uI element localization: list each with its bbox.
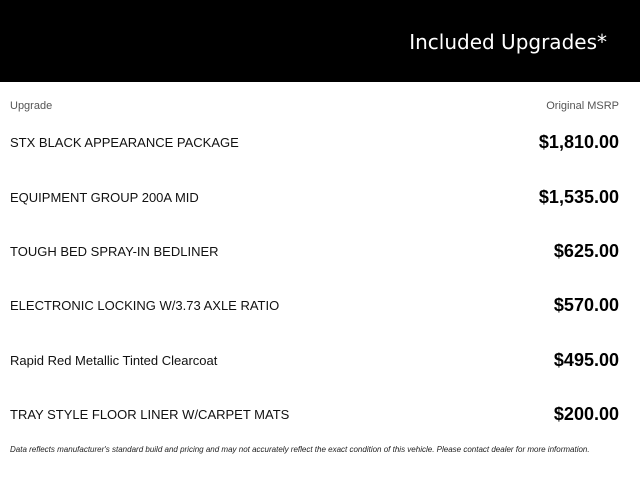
- list-item: [0, 346, 640, 376]
- upgrade-name: ELECTRONIC LOCKING W/3.73 AXLE RATIO: [10, 298, 280, 313]
- upgrade-name: TRAY STYLE FLOOR LINER W/CARPET MATS: [10, 407, 290, 422]
- column-header-upgrade: Upgrade: [10, 100, 53, 112]
- header-bar: [0, 0, 640, 82]
- list-item: [0, 237, 640, 267]
- column-header-msrp: Original MSRP: [546, 100, 619, 112]
- upgrade-price: $570.00: [553, 295, 619, 315]
- list-item: [0, 128, 640, 158]
- list-item: [0, 183, 640, 213]
- upgrade-name: STX BLACK APPEARANCE PACKAGE: [10, 135, 239, 150]
- upgrade-price: $495.00: [553, 350, 619, 370]
- upgrade-price: $625.00: [553, 241, 619, 261]
- upgrade-name: Rapid Red Metallic Tinted Clearcoat: [10, 353, 218, 368]
- upgrade-name: TOUGH BED SPRAY-IN BEDLINER: [10, 244, 219, 259]
- list-item: [0, 400, 640, 430]
- upgrade-price: $200.00: [553, 404, 619, 424]
- upgrade-price: $1,810.00: [538, 132, 619, 152]
- list-item: [0, 291, 640, 321]
- upgrade-price: $1,535.00: [538, 187, 619, 207]
- upgrade-name: EQUIPMENT GROUP 200A MID: [10, 190, 199, 205]
- page-title: Included Upgrades*: [409, 30, 607, 54]
- disclaimer-text: Data reflects manufacturer's standard build and pricing and may not accurately reflect the exact condition of this vehicle. Please contact dealer for more information.: [10, 445, 590, 454]
